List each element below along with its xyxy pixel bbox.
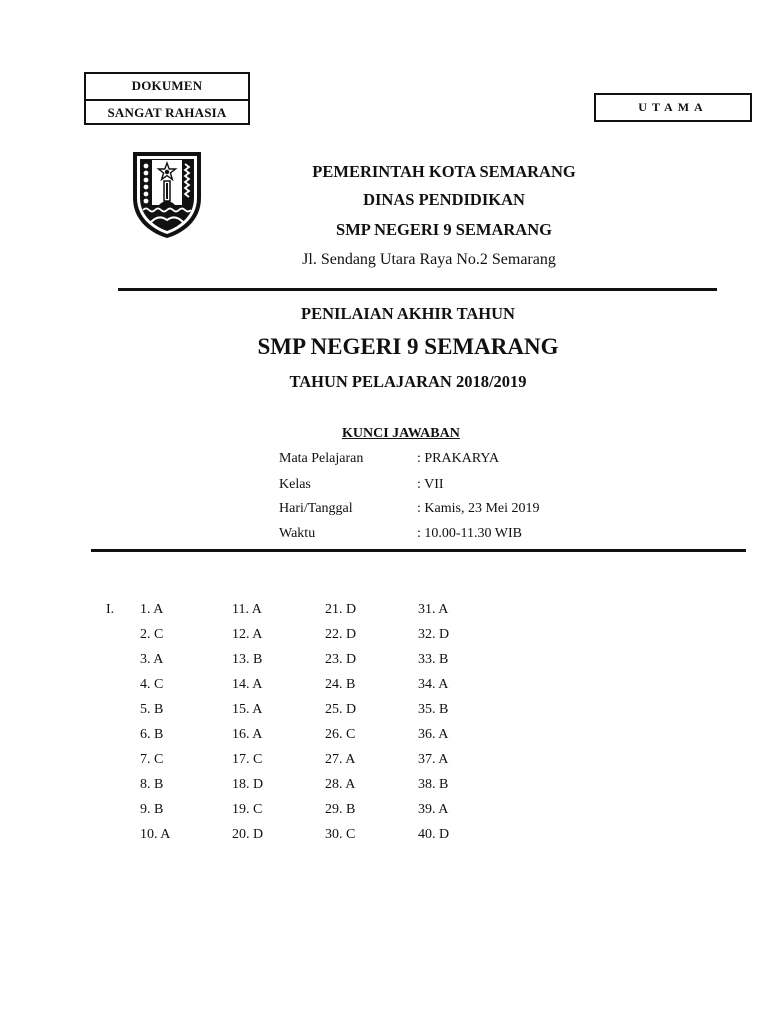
- exam-year: TAHUN PELAJARAN 2018/2019: [289, 372, 527, 391]
- answer-item: 8. B: [140, 777, 164, 792]
- answer-item: 37. A: [418, 752, 449, 767]
- answer-item: 35. B: [418, 702, 449, 717]
- answer-item: 34. A: [418, 677, 449, 692]
- info-value-class: : VII: [417, 477, 444, 492]
- answer-item: 24. B: [325, 677, 356, 692]
- answer-item: 17. C: [232, 752, 263, 767]
- answer-item: 12. A: [232, 627, 263, 642]
- answer-item: 23. D: [325, 652, 357, 667]
- answer-item: 15. A: [232, 702, 263, 717]
- answer-item: 19. C: [232, 802, 263, 817]
- exam-school: SMP NEGERI 9 SEMARANG: [257, 334, 559, 359]
- section-number: I.: [106, 602, 115, 617]
- classification-badge: [84, 72, 250, 125]
- answer-item: 32. D: [418, 627, 450, 642]
- answer-item: 39. A: [418, 802, 449, 817]
- info-label-class: Kelas: [279, 477, 311, 492]
- letterhead-government: PEMERINTAH KOTA SEMARANG: [312, 162, 576, 181]
- exam-title: PENILAIAN AKHIR TAHUN: [301, 304, 515, 323]
- info-value-time: : 10.00-11.30 WIB: [417, 526, 522, 541]
- info-value-subject: : PRAKARYA: [417, 451, 500, 466]
- answer-item: 21. D: [325, 602, 357, 617]
- info-label-subject: Mata Pelajaran: [279, 451, 364, 466]
- answer-item: 22. D: [325, 627, 357, 642]
- answer-item: 7. C: [140, 752, 164, 767]
- letterhead-school: SMP NEGERI 9 SEMARANG: [336, 220, 552, 239]
- answer-item: 18. D: [232, 777, 264, 792]
- dokumen-label: DOKUMEN: [86, 74, 248, 101]
- header-divider: [118, 288, 717, 291]
- letterhead-department: DINAS PENDIDIKAN: [363, 190, 525, 209]
- answer-item: 26. C: [325, 727, 356, 742]
- answer-item: 3. A: [140, 652, 164, 667]
- answer-key-heading: KUNCI JAWABAN: [342, 426, 460, 441]
- answer-item: 40. D: [418, 827, 450, 842]
- answer-item: 4. C: [140, 677, 164, 692]
- utama-badge: UTAMA: [594, 93, 752, 122]
- answer-item: 16. A: [232, 727, 263, 742]
- answer-item: 33. B: [418, 652, 449, 667]
- answer-item: 10. A: [140, 827, 171, 842]
- info-value-date: : Kamis, 23 Mei 2019: [417, 501, 540, 516]
- answer-item: 11. A: [232, 602, 262, 617]
- answer-item: 28. A: [325, 777, 356, 792]
- answer-item: 30. C: [325, 827, 356, 842]
- info-label-time: Waktu: [279, 526, 316, 541]
- answer-item: 25. D: [325, 702, 357, 717]
- answer-item: 9. B: [140, 802, 164, 817]
- answer-item: 6. B: [140, 727, 164, 742]
- answer-item: 5. B: [140, 702, 164, 717]
- answer-item: 1. A: [140, 602, 164, 617]
- answer-item: 29. B: [325, 802, 356, 817]
- answer-item: 14. A: [232, 677, 263, 692]
- info-divider: [91, 549, 746, 552]
- answer-item: 20. D: [232, 827, 264, 842]
- answer-item: 13. B: [232, 652, 263, 667]
- answer-item: 36. A: [418, 727, 449, 742]
- letterhead-address: Jl. Sendang Utara Raya No.2 Semarang: [302, 251, 556, 268]
- answer-item: 27. A: [325, 752, 356, 767]
- answer-item: 31. A: [418, 602, 449, 617]
- answer-item: 2. C: [140, 627, 164, 642]
- answer-item: 38. B: [418, 777, 449, 792]
- info-label-date: Hari/Tanggal: [279, 501, 353, 516]
- sangat-rahasia-label: SANGAT RAHASIA: [107, 104, 227, 120]
